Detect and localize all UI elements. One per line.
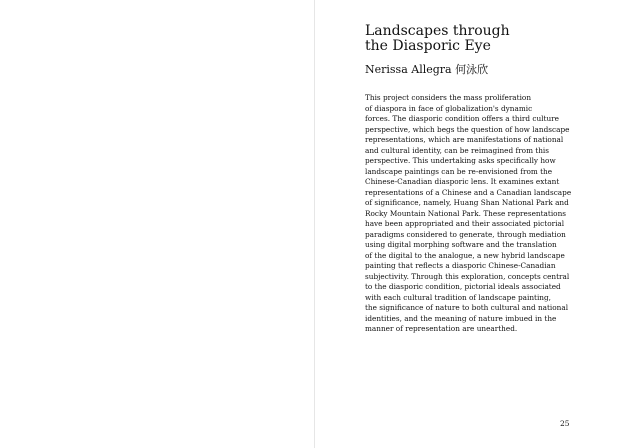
abstract-line: painting that reflects a diasporic Chinese-Canadian bbox=[365, 261, 556, 270]
left-page-blank bbox=[0, 0, 314, 448]
page-number: 25 bbox=[560, 419, 570, 428]
abstract-line: of significance, namely, Huang Shan National Park and bbox=[365, 198, 569, 207]
abstract-line: using digital morphing software and the translation bbox=[365, 240, 557, 249]
abstract-line: and cultural identity, can be reimagined from this bbox=[365, 145, 550, 155]
abstract-line: This project considers the mass proliferation bbox=[365, 93, 532, 102]
abstract-line: perspective. This undertaking asks specifically how bbox=[365, 156, 556, 165]
abstract-line: to the diasporic condition, pictorial ideals associated bbox=[365, 282, 561, 291]
abstract-line: landscape paintings can be re-envisioned from the bbox=[365, 166, 553, 176]
abstract-line: perspective, which begs the question of how landscape bbox=[365, 124, 570, 134]
abstract-line: with each cultural tradition of landscape painting, bbox=[365, 292, 551, 302]
abstract-line: subjectivity. Through this exploration, concepts central bbox=[365, 271, 570, 281]
abstract-paragraph bbox=[365, 93, 610, 335]
abstract-line: of diaspora in face of globalization's dynamic bbox=[365, 103, 533, 113]
author-name: Nerissa Allegra 何泳欣 bbox=[365, 63, 489, 76]
abstract-line: paradigms considered to generate, through mediation bbox=[365, 229, 566, 239]
abstract-line: the significance of nature to both cultural and national bbox=[365, 303, 569, 312]
abstract-line: Rocky Mountain National Park. These representations bbox=[365, 208, 567, 218]
article-title: Landscapes through the Diasporic Eye bbox=[365, 23, 510, 54]
abstract-line: identities, and the meaning of nature imbued in the bbox=[365, 313, 557, 323]
abstract-line: forces. The diasporic condition offers a third culture bbox=[365, 114, 559, 123]
abstract-line: Chinese-Canadian diasporic lens. It examines extant bbox=[365, 177, 560, 186]
abstract-line: representations, which are manifestations of national bbox=[365, 135, 564, 144]
abstract-line: manner of representation are unearthed. bbox=[365, 324, 518, 333]
abstract-line: of the digital to the analogue, a new hybrid landscape bbox=[365, 250, 565, 260]
abstract-line: representations of a Chinese and a Canadian landscape bbox=[365, 187, 572, 197]
abstract-line: have been appropriated and their associated pictorial bbox=[365, 219, 565, 228]
